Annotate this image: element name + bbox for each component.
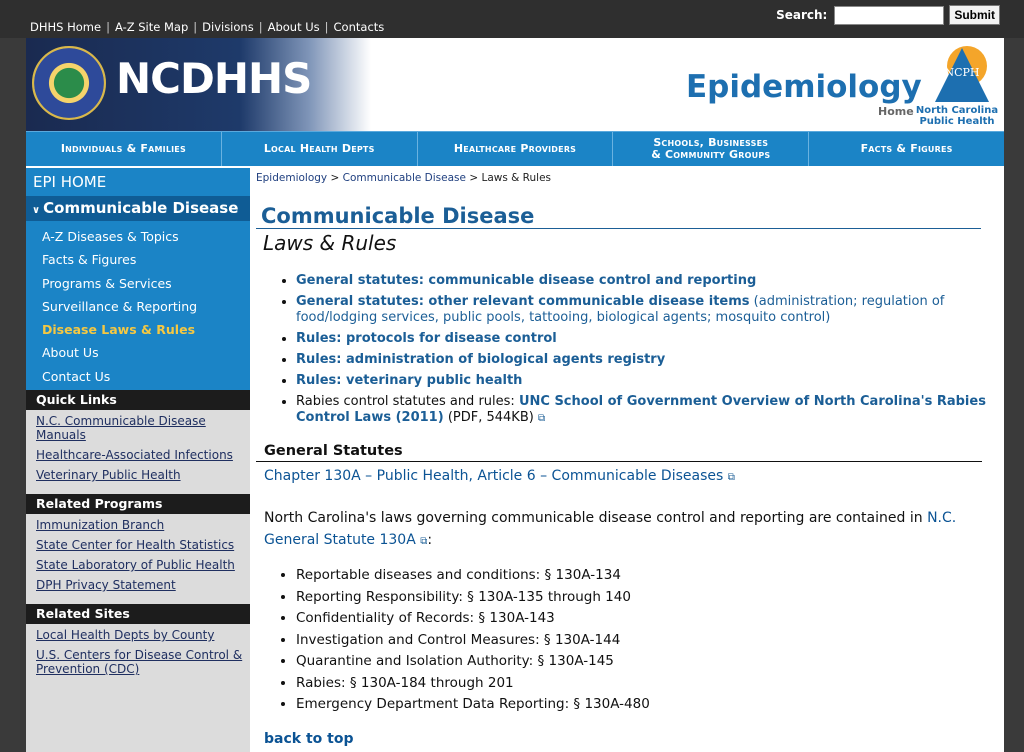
external-link-icon: ⧉ bbox=[420, 536, 428, 547]
statute-intro bbox=[256, 507, 980, 553]
list-item bbox=[296, 294, 986, 326]
list-item bbox=[296, 373, 986, 389]
list-item: • Investigation and Control Measures: § 130A-144 bbox=[296, 632, 1004, 650]
sidebar-item-surveillance[interactable]: Surveillance & Reporting bbox=[42, 298, 198, 314]
sidebar-item-az-diseases[interactable]: A-Z Diseases & Topics bbox=[42, 229, 179, 244]
list-item bbox=[296, 273, 986, 289]
program-link-state-lab[interactable]: State Laboratory of Public Health bbox=[36, 558, 235, 573]
page bbox=[26, 38, 1004, 752]
external-link-icon: ⧉ bbox=[537, 413, 546, 424]
top-bar bbox=[0, 0, 1024, 38]
ncph-label bbox=[914, 105, 1000, 127]
chevron-down-icon: ∨ bbox=[32, 205, 41, 216]
sidebar-current-label: Communicable Disease bbox=[43, 199, 239, 217]
back-to-top-link[interactable]: back to top bbox=[264, 730, 354, 747]
program-link-schs[interactable]: State Center for Health Statistics bbox=[36, 538, 235, 553]
breadcrumb-separator: > bbox=[469, 172, 479, 184]
list-item bbox=[296, 352, 986, 368]
list-item: • Reportable diseases and conditions: § 130A-134 bbox=[296, 567, 1004, 585]
related-programs-list bbox=[26, 514, 250, 604]
search-submit-button[interactable]: Submit bbox=[949, 5, 1000, 25]
sidebar-subnav bbox=[26, 221, 250, 390]
page-subtitle: Laws & Rules bbox=[263, 231, 397, 255]
back-to-top-row bbox=[256, 731, 1004, 747]
statute-intro-colon: : bbox=[427, 532, 433, 548]
breadcrumb bbox=[256, 168, 1004, 184]
contacts-link[interactable]: Contacts bbox=[333, 20, 385, 34]
nav-healthcare-providers[interactable]: Healthcare Providers bbox=[418, 132, 614, 166]
ncdhhs-logo-text: NCDHHS bbox=[116, 54, 312, 103]
ncph-logo-icon[interactable] bbox=[931, 44, 993, 106]
ncph-label-line2: Public Health bbox=[919, 116, 995, 127]
state-seal-icon bbox=[32, 46, 106, 120]
quick-link-veterinary[interactable]: Veterinary Public Health bbox=[36, 468, 181, 483]
list-item: • Rabies: § 130A-184 through 201 bbox=[296, 675, 1004, 693]
sidebar-item-disease-laws[interactable]: Disease Laws & Rules bbox=[42, 322, 196, 338]
page-title: Communicable Disease bbox=[256, 204, 981, 229]
related-sites-list bbox=[26, 624, 250, 688]
sidebar-item-contact-us[interactable]: Contact Us bbox=[42, 368, 111, 384]
site-link-local-health-depts[interactable]: Local Health Depts by County bbox=[36, 628, 215, 643]
list-item: • Reporting Responsibility: § 130A-135 through 140 bbox=[296, 589, 1004, 607]
nav-schools-line2: & Community Groups bbox=[651, 148, 771, 161]
utility-links bbox=[30, 20, 384, 34]
dhhs-home-link[interactable]: DHHS Home bbox=[30, 20, 102, 34]
quick-link-cd-manuals[interactable]: N.C. Communicable Disease Manuals bbox=[36, 414, 206, 443]
list-item bbox=[296, 331, 986, 347]
divider: | bbox=[106, 20, 110, 34]
program-link-privacy[interactable]: DPH Privacy Statement bbox=[36, 578, 176, 593]
search-input[interactable] bbox=[834, 6, 944, 25]
statute-list bbox=[256, 567, 1004, 714]
about-us-link[interactable]: About Us bbox=[267, 20, 320, 34]
link-gs-other-items-detail[interactable]: (administration; regulation of food/lodging services, public pools, tattooing, biological agents; mosquito control) bbox=[296, 294, 945, 325]
nav-schools-line1: Schools, Businesses bbox=[653, 136, 769, 149]
list-item: • Emergency Department Data Reporting: § 130A-480 bbox=[296, 696, 1004, 714]
link-rules-bio-registry[interactable]: Rules: administration of biological agents registry bbox=[296, 352, 666, 367]
section-title[interactable]: Epidemiology bbox=[686, 69, 922, 105]
ncph-badge-text: NCPH bbox=[944, 66, 980, 79]
external-link-icon: ⧉ bbox=[727, 472, 735, 483]
breadcrumb-separator: > bbox=[330, 172, 340, 184]
list-item bbox=[296, 394, 986, 427]
divider: | bbox=[324, 20, 329, 34]
main-nav bbox=[26, 131, 1004, 166]
az-site-map-link[interactable]: A-Z Site Map bbox=[114, 20, 189, 34]
laws-rules-list bbox=[256, 273, 986, 427]
link-unc-rabies-overview[interactable]: UNC School of Government Overview of North Carolina's Rabies Control Laws (2011) bbox=[296, 394, 986, 425]
list-item: • Quarantine and Isolation Authority: § 130A-145 bbox=[296, 653, 1004, 671]
nav-schools-businesses[interactable] bbox=[613, 132, 809, 166]
section-heading: General Statutes bbox=[256, 443, 982, 462]
breadcrumb-epidemiology[interactable]: Epidemiology bbox=[256, 172, 328, 184]
site-banner bbox=[26, 38, 1004, 131]
nav-individuals-families[interactable]: Individuals & Families bbox=[26, 132, 222, 166]
site-link-cdc[interactable]: U.S. Centers for Disease Control & Prevention (CDC) bbox=[36, 648, 243, 677]
related-sites-heading: Related Sites bbox=[26, 604, 250, 624]
section-home-link[interactable]: Home bbox=[878, 105, 914, 118]
link-gs-other-items[interactable]: General statutes: other relevant communicable disease items bbox=[296, 294, 750, 309]
rabies-prefix: Rabies control statutes and rules: bbox=[296, 394, 515, 409]
divisions-link[interactable]: Divisions bbox=[202, 20, 254, 34]
list-item: • Confidentiality of Records: § 130A-143 bbox=[296, 610, 1004, 628]
main-content bbox=[256, 168, 1004, 747]
ncdhhs-logo-area[interactable] bbox=[26, 38, 371, 131]
nav-facts-figures[interactable]: Facts & Figures bbox=[860, 142, 953, 155]
related-programs-heading: Related Programs bbox=[26, 494, 250, 514]
breadcrumb-communicable-disease[interactable]: Communicable Disease bbox=[342, 172, 466, 184]
quick-link-hai[interactable]: Healthcare-Associated Infections bbox=[36, 448, 233, 463]
quick-links-heading: Quick Links bbox=[26, 390, 250, 410]
link-gs-130a[interactable]: N.C. General Statute 130A bbox=[264, 510, 957, 548]
search-label: Search: bbox=[776, 8, 828, 22]
sidebar bbox=[26, 168, 250, 752]
sidebar-item-about-us[interactable]: About Us bbox=[42, 345, 99, 361]
statute-intro-text: North Carolina's laws governing communicable disease control and reporting are contained in bbox=[264, 510, 923, 526]
site-search bbox=[776, 5, 1000, 25]
link-chapter-130a[interactable]: Chapter 130A – Public Health, Article 6 – Communicable Diseases bbox=[264, 468, 724, 484]
sidebar-item-programs-services[interactable]: Programs & Services bbox=[42, 275, 172, 291]
divider: | bbox=[258, 20, 263, 34]
sidebar-current-section[interactable] bbox=[26, 196, 250, 221]
link-gs-cd-control[interactable]: General statutes: communicable disease control and reporting bbox=[296, 273, 757, 288]
sidebar-epi-home[interactable]: EPI HOME bbox=[26, 168, 250, 196]
breadcrumb-current: Laws & Rules bbox=[481, 172, 552, 184]
ncph-label-line1: North Carolina bbox=[915, 105, 999, 116]
nav-local-health-depts[interactable]: Local Health Depts bbox=[222, 132, 418, 166]
chapter-row bbox=[256, 468, 1004, 484]
quick-links-list bbox=[26, 410, 250, 494]
link-rules-protocols[interactable]: Rules: protocols for disease control bbox=[296, 331, 557, 346]
program-link-immunization[interactable]: Immunization Branch bbox=[36, 518, 165, 533]
divider: | bbox=[193, 20, 198, 34]
rabies-file-info: (PDF, 544KB) bbox=[447, 410, 534, 425]
link-rules-veterinary[interactable]: Rules: veterinary public health bbox=[296, 373, 523, 388]
sidebar-item-facts-figures[interactable]: Facts & Figures bbox=[42, 252, 137, 268]
